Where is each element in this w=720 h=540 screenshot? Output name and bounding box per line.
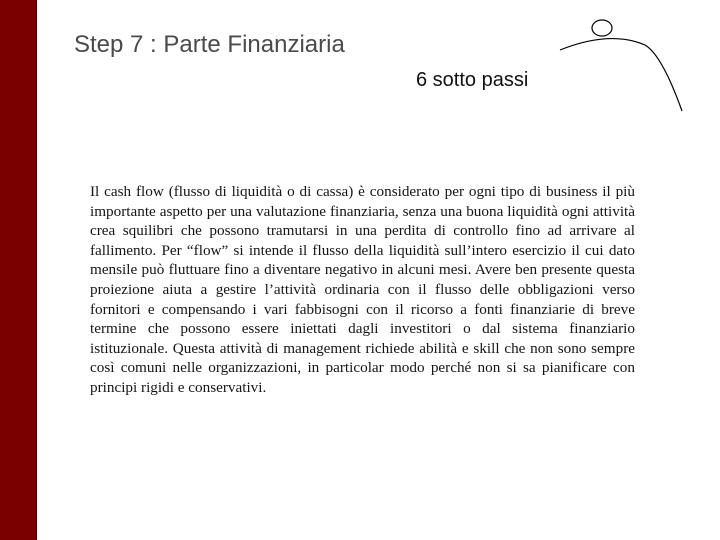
left-accent-bar	[0, 0, 36, 540]
decoration-arc	[560, 39, 682, 111]
slide-title: Step 7 : Parte Finanziaria	[74, 31, 345, 58]
circle-and-arc-icon	[550, 10, 720, 120]
left-accent-bar-edge	[36, 0, 37, 540]
decoration-circle	[592, 20, 612, 36]
body-text: Il cash flow (flusso di liquidità o di cassa) è considerato per ogni tipo di business il più importante aspetto per una valutazione finanziaria, senza una buona liquidità ogni attività crea squilibri che possono tramutarsi in una perdita di controllo fino ad arrivare al fallimento. Per “flow” si intende il flusso della liquidità sull’intero esercizio il cui dato mensile può fluttuare fino a diventare negativo in alcuni mesi. Avere ben presente questa proiezione aiuta a gestire l’attività ordinaria con il flusso delle obbligazioni verso fornitori e compensando i vari fabbisogni con il ricorso a fonti finanziarie di breve termine che possono essere iniettati dagli investitori o dal sistema finanziario istituzionale. Questa attività di management richiede abilità e skill che non sono sempre così comuni nelle organizzazioni, in particolar modo perché non si sa pianificare con principi rigidi e conservativi.	[90, 183, 635, 396]
slide-subtitle: 6 sotto passi	[416, 69, 529, 91]
